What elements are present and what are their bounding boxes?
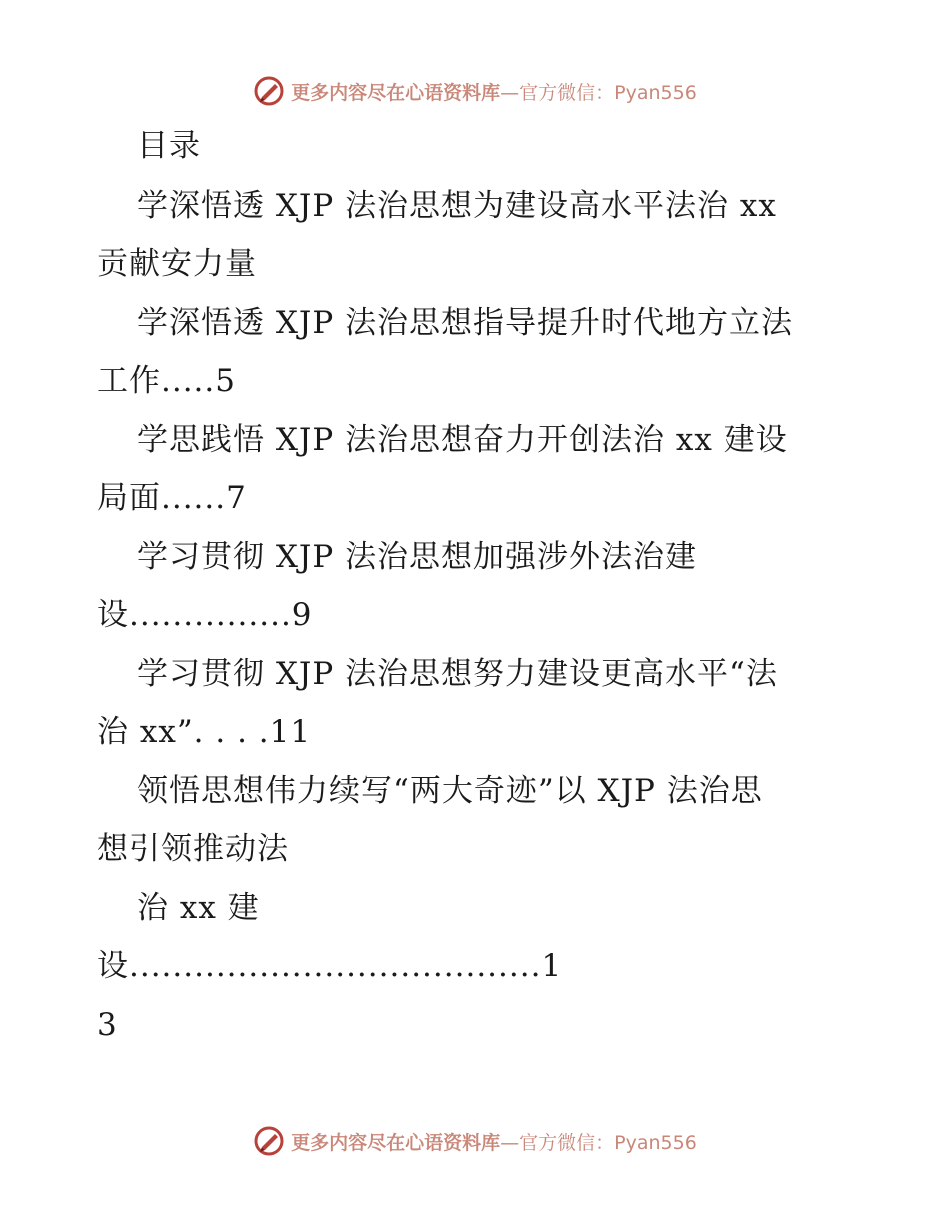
watermark-dash: — <box>500 81 520 104</box>
toc-line: 领悟思想伟力续写“两大奇迹”以 XJP 法治思 <box>137 773 763 809</box>
watermark-contact: 官方微信：Pyan556 <box>519 81 697 104</box>
watermark-text <box>291 1128 697 1155</box>
watermark-text <box>291 78 697 105</box>
toc-line: 治 xx 建 <box>137 890 260 926</box>
toc-line: 贡献安力量 <box>97 246 257 282</box>
pen-logo-icon <box>253 1125 285 1157</box>
pen-logo-icon <box>253 75 285 107</box>
toc-line: 学习贯彻 XJP 法治思想加强涉外法治建 <box>137 539 698 575</box>
footer-watermark <box>0 1123 950 1159</box>
toc-line: 学习贯彻 XJP 法治思想努力建设更高水平“法 <box>137 656 778 692</box>
toc-title: 目录 <box>137 128 201 164</box>
toc-line: 想引领推动法 <box>97 831 289 867</box>
header-watermark <box>0 73 950 109</box>
watermark-site: 更多内容尽在心语资料库 <box>291 1131 501 1154</box>
toc-line: 局面......7 <box>97 480 247 516</box>
toc-line: 工作.....5 <box>97 363 236 399</box>
toc-line: 学深悟透 XJP 法治思想指导提升时代地方立法 <box>137 305 794 341</box>
watermark-site: 更多内容尽在心语资料库 <box>291 81 501 104</box>
toc-line: 设......................................1 <box>97 948 563 984</box>
toc-line: 学深悟透 XJP 法治思想为建设高水平法治 xx <box>137 188 777 224</box>
watermark-dash: — <box>500 1131 520 1154</box>
toc-line: 3 <box>97 1007 118 1043</box>
toc-line: 设...............9 <box>97 597 313 633</box>
watermark-contact: 官方微信：Pyan556 <box>519 1131 697 1154</box>
toc-line: 学思践悟 XJP 法治思想奋力开创法治 xx 建设 <box>137 422 788 458</box>
toc-line: 治 xx”. . . .11 <box>97 714 312 750</box>
